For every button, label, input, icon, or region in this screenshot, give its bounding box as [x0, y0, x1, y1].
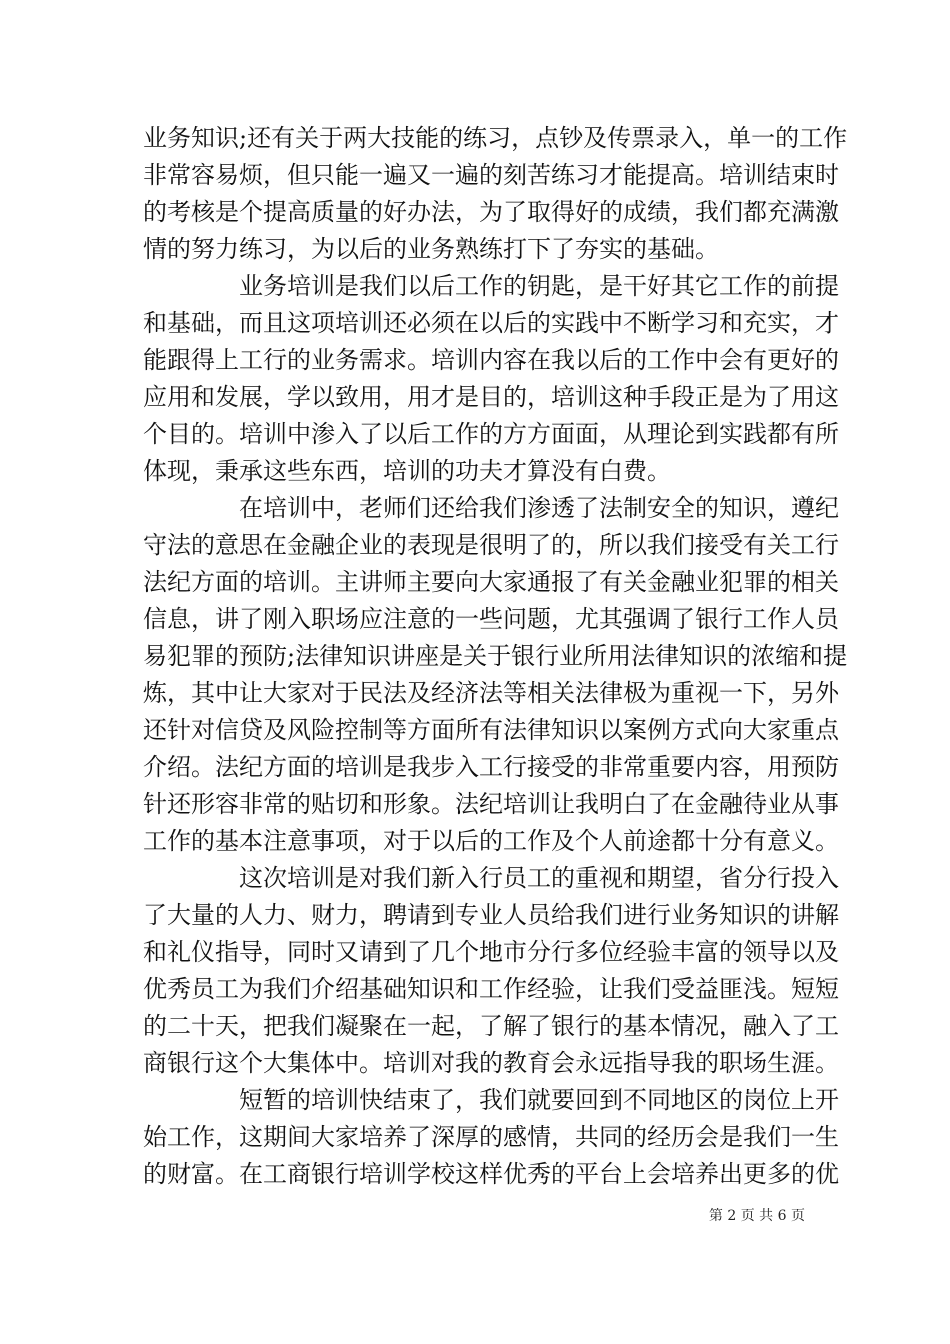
document-body	[143, 120, 848, 1193]
paragraph	[143, 860, 839, 1082]
text-line: 介绍。法纪方面的培训是我步入工行接受的非常重要内容，用预防	[143, 753, 839, 781]
paragraph	[143, 490, 848, 860]
text-line: 体现，秉承这些东西，培训的功夫才算没有白费。	[143, 457, 671, 485]
paragraph	[143, 268, 839, 490]
text-line: 能跟得上工行的业务需求。培训内容在我以后的工作中会有更好的	[143, 346, 839, 374]
text-line: 法纪方面的培训。主讲师主要向大家通报了有关金融业犯罪的相关	[143, 568, 839, 596]
text-line: 守法的意思在金融企业的表现是很明了的，所以我们接受有关工行	[143, 531, 839, 559]
text-line: 短暂的培训快结束了，我们就要回到不同地区的岗位上开	[239, 1086, 839, 1114]
text-line: 和礼仪指导，同时又请到了几个地市分行多位经验丰富的领导以及	[143, 938, 839, 966]
text-line: 的考核是个提高质量的好办法，为了取得好的成绩，我们都充满激	[143, 198, 839, 226]
text-line: 信息，讲了刚入职场应注意的一些问题，尤其强调了银行工作人员	[143, 605, 839, 633]
paragraph	[143, 1082, 839, 1193]
text-line: 商银行这个大集体中。培训对我的教育会永远指导我的职场生涯。	[143, 1049, 839, 1077]
text-line: 炼，其中让大家对于民法及经济法等相关法律极为重视一下，另外	[143, 679, 839, 707]
text-line: 非常容易烦，但只能一遍又一遍的刻苦练习才能提高。培训结束时	[143, 161, 839, 189]
text-line: 业务知识;还有关于两大技能的练习，点钞及传票录入，单一的工作	[143, 124, 848, 152]
text-line: 了大量的人力、财力，聘请到专业人员给我们进行业务知识的讲解	[143, 901, 839, 929]
text-line: 个目的。培训中渗入了以后工作的方方面面，从理论到实践都有所	[143, 420, 839, 448]
text-line: 针还形容非常的贴切和形象。法纪培训让我明白了在金融待业从事	[143, 790, 839, 818]
text-line: 应用和发展，学以致用，用才是目的，培训这种手段正是为了用这	[143, 383, 839, 411]
text-line: 易犯罪的预防;法律知识讲座是关于银行业所用法律知识的浓缩和提	[143, 642, 848, 670]
text-line: 的二十天，把我们凝聚在一起，了解了银行的基本情况，融入了工	[143, 1012, 839, 1040]
text-line: 和基础，而且这项培训还必须在以后的实践中不断学习和充实，才	[143, 309, 839, 337]
text-line: 业务培训是我们以后工作的钥匙，是干好其它工作的前提	[239, 272, 839, 300]
text-line: 情的努力练习，为以后的业务熟练打下了夯实的基础。	[143, 235, 719, 263]
text-line: 始工作，这期间大家培养了深厚的感情，共同的经历会是我们一生	[143, 1123, 839, 1151]
text-line: 优秀员工为我们介绍基础知识和工作经验，让我们受益匪浅。短短	[143, 975, 839, 1003]
text-line: 工作的基本注意事项，对于以后的工作及个人前途都十分有意义。	[143, 827, 839, 855]
page-number: 第 2 页 共 6 页	[708, 1208, 805, 1224]
text-line: 在培训中，老师们还给我们渗透了法制安全的知识，遵纪	[239, 494, 839, 522]
text-line: 的财富。在工商银行培训学校这样优秀的平台上会培养出更多的优	[143, 1160, 839, 1188]
text-line: 这次培训是对我们新入行员工的重视和期望，省分行投入	[239, 864, 839, 892]
paragraph	[143, 120, 848, 268]
text-line: 还针对信贷及风险控制等方面所有法律知识以案例方式向大家重点	[143, 716, 839, 744]
